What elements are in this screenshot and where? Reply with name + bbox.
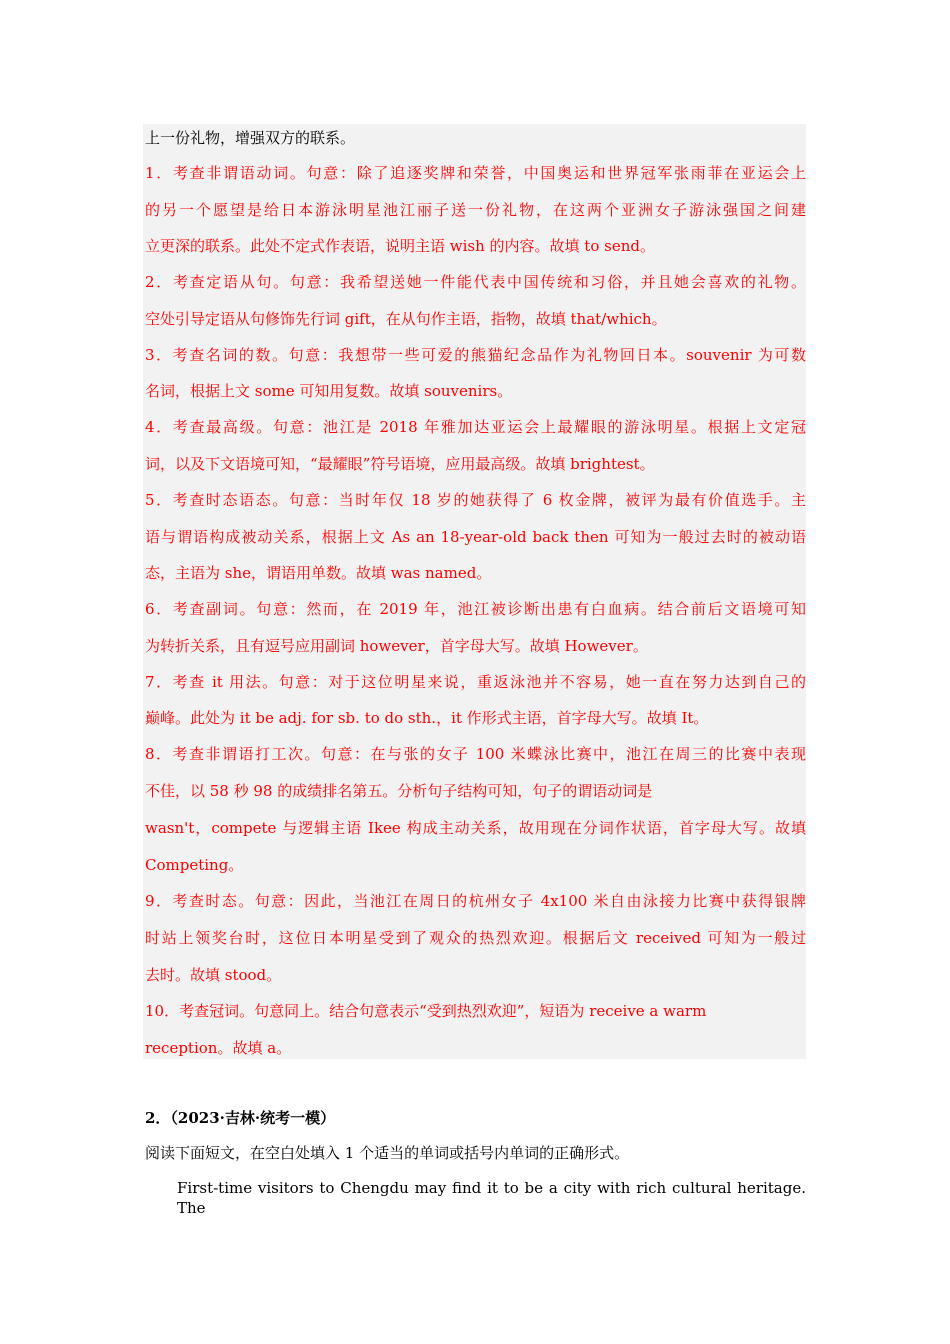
passage-first-line: First-time visitors to Chengdu may find it to be a city with rich cultural heritage. The xyxy=(177,1179,806,1217)
answer-line: wasn't，compete 与逻辑主语 Ikee 构成主动关系，故用现在分词作状语，首字母大写。故填 xyxy=(145,819,806,837)
answer-line: 3．考查名词的数。句意：我想带一些可爱的熊猫纪念品作为礼物回日本。souvenir 为可数 xyxy=(145,346,806,364)
answer-line: Competing。 xyxy=(145,856,244,874)
question-instruction: 阅读下面短文，在空白处填入 1 个适当的单词或括号内单词的正确形式。 xyxy=(145,1144,630,1162)
answer-line: 时站上领奖台时，这位日本明星受到了观众的热烈欢迎。根据后文 received 可知为一般过 xyxy=(145,929,806,947)
answer-line: 巅峰。此处为 it be adj. for sb. to do sth.，it 作形式主语，首字母大写。故填 It。 xyxy=(145,709,709,727)
answer-line: 态，主语为 she，谓语用单数。故填 was named。 xyxy=(145,564,492,582)
question-heading: 2．（2023·吉林·统考一模） xyxy=(145,1109,336,1127)
answer-line: reception。故填 a。 xyxy=(145,1039,292,1057)
answer-line: 8．考查非谓语打工次。句意：在与张的女子 100 米蝶泳比赛中，池江在周三的比赛中表现 xyxy=(145,745,806,763)
answer-line: 1．考查非谓语动词。句意：除了追逐奖牌和荣誉，中国奥运和世界冠军张雨菲在亚运会上 xyxy=(145,164,806,182)
answer-line: 上一份礼物，增强双方的联系。 xyxy=(145,129,356,147)
answer-line: 去时。故填 stood。 xyxy=(145,966,282,984)
answer-line: 词，以及下文语境可知，“最耀眼”符号语境，应用最高级。故填 brightest。 xyxy=(145,455,655,473)
answer-explanation-box xyxy=(143,124,806,1059)
answer-line: 名词，根据上文 some 可知用复数。故填 souvenirs。 xyxy=(145,382,513,400)
answer-line: 7．考查 it 用法。句意：对于这位明星来说，重返泳池并不容易，她一直在努力达到自己的 xyxy=(145,673,806,691)
answer-line: 的另一个愿望是给日本游泳明星池江丽子送一份礼物，在这两个亚洲女子游泳强国之间建 xyxy=(145,201,806,219)
answer-line: 2．考查定语从句。句意：我希望送她一件能代表中国传统和习俗，并且她会喜欢的礼物。 xyxy=(145,273,806,291)
answer-line: 4．考查最高级。句意：池江是 2018 年雅加达亚运会上最耀眼的游泳明星。根据上文定冠 xyxy=(145,418,806,436)
answer-line: 不佳，以 58 秒 98 的成绩排名第五。分析句子结构可知，句子的谓语动词是 xyxy=(145,782,653,800)
answer-line: 10．考查冠词。句意同上。结合句意表示“受到热烈欢迎”，短语为 receive a warm xyxy=(145,1002,707,1020)
answer-line: 立更深的联系。此处不定式作表语，说明主语 wish 的内容。故填 to send。 xyxy=(145,237,655,255)
answer-line: 语与谓语构成被动关系，根据上文 As an 18-year-old back then 可知为一般过去时的被动语 xyxy=(145,528,806,546)
answer-line: 9．考查时态。句意：因此，当池江在周日的杭州女子 4x100 米自由泳接力比赛中获得银牌 xyxy=(145,892,806,910)
answer-line: 5．考查时态语态。句意：当时年仅 18 岁的她获得了 6 枚金牌，被评为最有价值选手。主 xyxy=(145,491,806,509)
answer-line: 6．考查副词。句意：然而，在 2019 年，池江被诊断出患有白血病。结合前后文语境可知 xyxy=(145,600,806,618)
answer-line: 为转折关系，且有逗号应用副词 however，首字母大写。故填 However。 xyxy=(145,637,648,655)
answer-line: 空处引导定语从句修饰先行词 gift，在从句作主语，指物，故填 that/which。 xyxy=(145,310,667,328)
